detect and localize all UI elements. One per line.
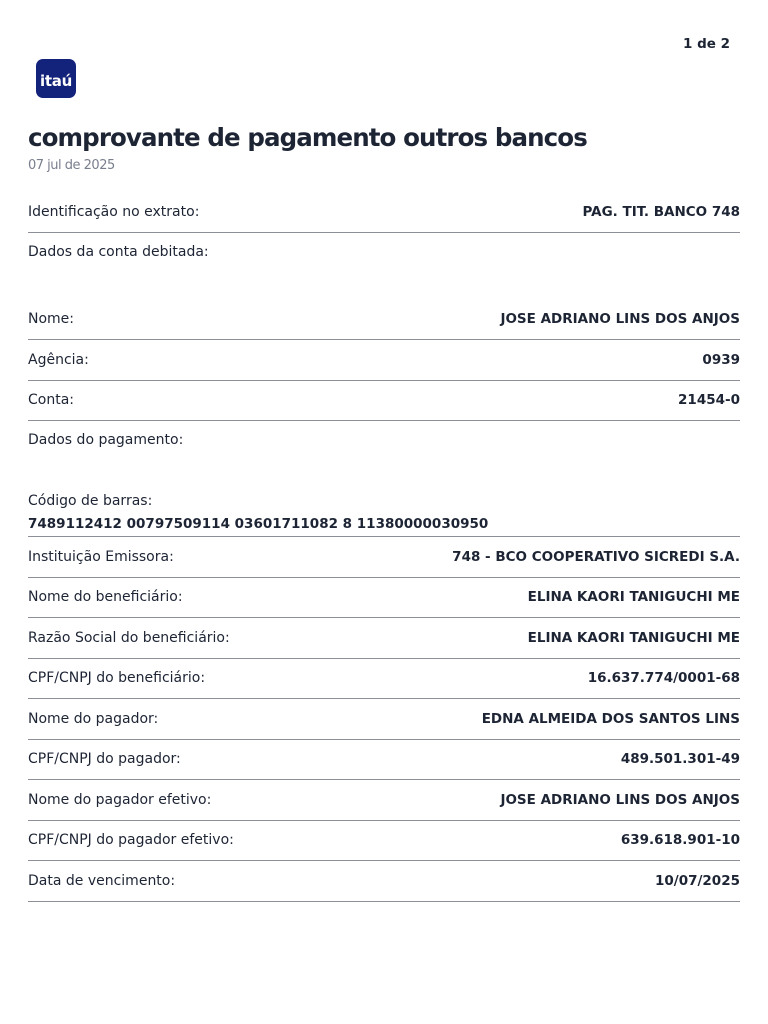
row-value: PAG. TIT. BANCO 748 (582, 203, 740, 220)
row-value: 16.637.774/0001-68 (587, 670, 740, 687)
payment-section-label: Dados do pagamento: (28, 432, 184, 448)
row-label: Razão Social do beneficiário: (28, 629, 230, 646)
beneficiary-document-row (28, 659, 740, 700)
barcode-label: Código de barras: (28, 493, 153, 509)
account-number-row (28, 381, 740, 422)
logo-text: itaú (40, 71, 72, 90)
row-label: CPF/CNPJ do pagador: (28, 751, 181, 768)
barcode-value: 7489112412 00797509114 03601711082 8 11380000030950 (28, 516, 489, 532)
account-name-row (28, 300, 740, 341)
barcode-row (28, 487, 740, 537)
row-label: Data de vencimento: (28, 872, 176, 889)
row-label: CPF/CNPJ do pagador efetivo: (28, 832, 234, 849)
receipt-date: 07 jul de 2025 (28, 158, 115, 173)
row-label: Nome do pagador efetivo: (28, 791, 212, 808)
row-value: JOSE ADRIANO LINS DOS ANJOS (500, 311, 740, 328)
row-label: Instituição Emissora: (28, 548, 174, 565)
extract-id-row (28, 192, 740, 233)
row-value: 748 - BCO COOPERATIVO SICREDI S.A. (452, 548, 740, 565)
payer-document-row (28, 740, 740, 781)
row-value: 10/07/2025 (654, 872, 740, 889)
row-label: Identificação no extrato: (28, 203, 200, 220)
debited-account-section-label: Dados da conta debitada: (28, 243, 209, 260)
row-value: EDNA ALMEIDA DOS SANTOS LINS (481, 710, 740, 727)
due-date-row (28, 861, 740, 902)
row-value: 489.501.301-49 (620, 751, 740, 768)
row-label: Nome do beneficiário: (28, 589, 183, 606)
beneficiary-name-row (28, 578, 740, 619)
beneficiary-legal-name-row (28, 618, 740, 659)
issuer-row (28, 537, 740, 578)
row-value: 639.618.901-10 (620, 832, 740, 849)
page-counter: 1 de 2 (682, 36, 730, 52)
row-value: 21454-0 (678, 392, 740, 409)
effective-payer-name-row (28, 780, 740, 821)
row-label: CPF/CNPJ do beneficiário: (28, 670, 206, 687)
row-label: Conta: (28, 392, 74, 409)
row-label: Nome do pagador: (28, 710, 159, 727)
row-value: ELINA KAORI TANIGUCHI ME (527, 589, 740, 606)
row-value: 0939 (702, 351, 740, 368)
payer-name-row (28, 699, 740, 740)
effective-payer-document-row (28, 821, 740, 862)
row-label: Nome: (28, 311, 75, 328)
page-title: comprovante de pagamento outros bancos (28, 123, 587, 152)
row-value: JOSE ADRIANO LINS DOS ANJOS (500, 791, 740, 808)
agency-row (28, 340, 740, 381)
row-value: ELINA KAORI TANIGUCHI ME (527, 629, 740, 646)
row-label: Agência: (28, 351, 89, 368)
receipt-content (28, 192, 740, 902)
itau-logo (36, 59, 76, 98)
